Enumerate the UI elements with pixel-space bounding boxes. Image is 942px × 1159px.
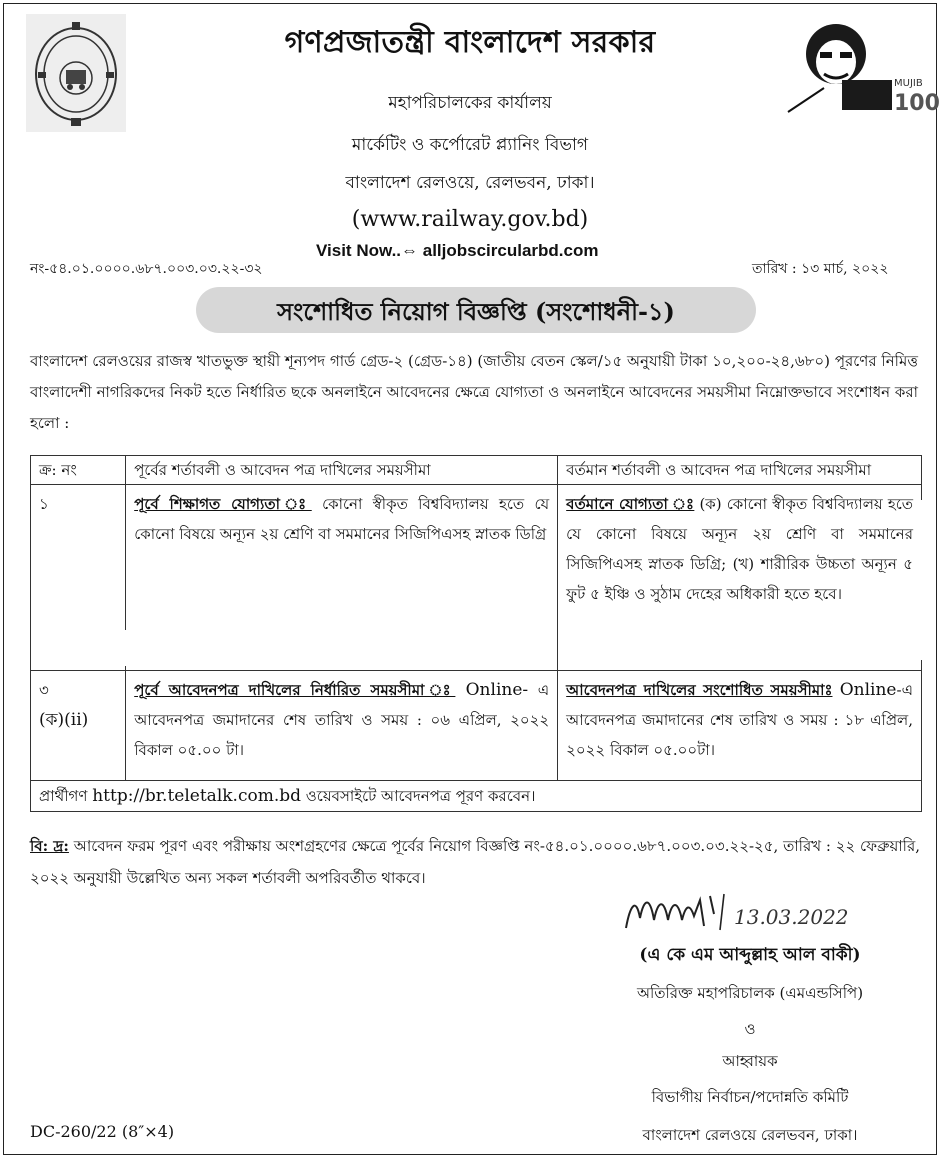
notice-intro: বাংলাদেশ রেলওয়ের রাজস্ব খাতভুক্ত স্থায়ী শূন্যপদ গার্ড গ্রেড-২ (গ্রেড-১৪) (জাতীয় বেতন স্কেল/১৫ অনুযায়ী টাকা ১০,২০০-২৪,৬৮০) পূরণের নিমিত্ত বাংলাদেশী নাগরিকদের নিকট হতে নির্ধারিত ছকে অনলাইনে আবেদনের ক্ষেত্রে যোগ্যতা ও অনলাইনে আবেদনের সময়সীমা নিম্নোক্তভাবে সংশোধন করা হলো : — [30, 352, 918, 432]
teletalk-url[interactable]: http://br.teletalk.com.bd — [92, 786, 301, 806]
serial-cell: ১ — [31, 485, 126, 671]
watermark-link[interactable]: Visit Now..⇔ alljobscircularbd.com — [316, 241, 599, 260]
apply-pre: প্রার্থীগণ — [39, 787, 93, 805]
previous-qualification-text: কোনো স্বীকৃত বিশ্ববিদ্যালয় হতে যে কোনো বিষয়ে অন্যূন ২য় শ্রেণি বা সমমানের সিজিপিএসহ স্নাতক ডিগ্রি — [134, 495, 550, 543]
government-title: গণপ্রজাতন্ত্রী বাংলাদেশ সরকার — [284, 25, 656, 60]
table-footer-row — [31, 781, 922, 812]
signature-image — [616, 886, 916, 938]
current-deadline-label: আবেদনপত্র দাখিলের সংশোধিত সময়সীমাঃ — [566, 681, 833, 699]
signatory-role: আহ্বায়ক — [722, 1052, 778, 1070]
table-row — [31, 485, 922, 671]
previous-deadline-cell — [126, 671, 558, 781]
torn-edge — [916, 500, 926, 660]
memo-date: তারিখ : ১৩ মার্চ, ২০২২ — [752, 261, 889, 277]
serial-subnumber: (ক)(ii) — [39, 710, 89, 730]
memo-number: নং-৫৪.০১.০০০০.৬৮৭.০০৩.০৩.২২-৩২ — [30, 261, 263, 277]
svg-text:13.03.2022: 13.03.2022 — [734, 905, 849, 929]
note-label: বি: দ্র: — [30, 837, 69, 855]
svg-text:MUJIB: MUJIB — [894, 78, 923, 89]
dc-code: DC-260/22 (8″×4) — [30, 1122, 175, 1141]
table-header: বর্তমান শর্তাবলী ও আবেদন পত্র দাখিলের সময়সীমা — [558, 456, 922, 485]
conjunction: ও — [744, 1020, 756, 1038]
office-address: বাংলাদেশ রেলওয়ে, রেলভবন, ঢাকা। — [345, 173, 595, 193]
torn-edge — [116, 630, 126, 666]
previous-deadline-label: পূর্বে আবেদনপত্র দাখিলের নির্ধারিত সময়সীমা ঃ — [134, 681, 456, 699]
department-name: মার্কেটিং ও কর্পোরেট প্ল্যানিং বিভাগ — [351, 135, 589, 155]
serial-cell — [31, 671, 126, 781]
table-row — [31, 671, 922, 781]
previous-qualification-label: পূর্বে শিক্ষাগত যোগ্যতা ঃ — [134, 495, 312, 513]
current-qualification-text: (ক) কোনো স্বীকৃত বিশ্ববিদ্যালয় হতে যে কোনো বিষয়ে অন্যূন ২য় শ্রেণি বা সমমানের সিজিপিএসহ স্নাতক ডিগ্রি; (খ) শারীরিক উচ্চতা অন্যূন ৫ ফুট ৫ ইঞ্চি ও সুঠাম দেহের অধিকারী হতে হবে। — [566, 495, 913, 603]
apply-post: ওয়েবসাইটে আবেদনপত্র পূরণ করবেন। — [301, 787, 536, 805]
previous-condition-cell — [126, 485, 558, 671]
committee-name: বিভাগীয় নির্বাচন/পদোন্নতি কমিটি — [651, 1088, 849, 1106]
previous-online: Online- — [455, 680, 529, 700]
signatory-office: বাংলাদেশ রেলওয়ে রেলভবন, ঢাকা। — [642, 1126, 858, 1144]
serial-number: ৩ — [39, 681, 49, 699]
current-deadline-text: -এ আবেদনপত্র জমাদানের শেষ তারিখ ও সময় : ১৮ এপ্রিল, ২০২২ বিকাল ০৫.০০টা। — [566, 681, 913, 759]
website: (www.railway.gov.bd) — [351, 207, 589, 232]
table-header: পূর্বের শর্তাবলী ও আবেদন পত্র দাখিলের সময়সীমা — [126, 456, 558, 485]
svg-text:100: 100 — [894, 91, 940, 116]
previous-deadline-text: এ আবেদনপত্র জমাদানের শেষ তারিখ ও সময় : ০৬ এপ্রিল, ২০২২ বিকাল ০৫.০০ টা। — [134, 681, 550, 759]
bangladesh-railway-logo — [26, 14, 126, 132]
office-name: মহাপরিচালকের কার্যালয় — [388, 93, 552, 113]
current-condition-cell — [558, 485, 922, 671]
table-header: ক্র: নং — [31, 456, 126, 485]
current-qualification-label: বর্তমানে যোগ্যতা ঃ — [566, 495, 695, 513]
note-text: আবেদন ফরম পূরণ এবং পরীক্ষায় অংশগ্রহণের ক্ষেত্রে পূর্বের নিয়োগ বিজ্ঞপ্তি নং-৫৪.০১.০০০০.৬৮৭.০০৩.০৩.২২-২৫, তারিখ : ২২ ফেব্রুয়ারি, ২০২২ অনুযায়ী উল্লেখিত অন্য সকল শর্তাবলী অপরিবর্তীত থাকবে। — [30, 837, 920, 887]
note — [30, 830, 920, 894]
current-online: Online — [839, 680, 897, 700]
current-deadline-cell — [558, 671, 922, 781]
apply-instruction — [31, 781, 922, 812]
notice-title: সংশোধিত নিয়োগ বিজ্ঞপ্তি (সংশোধনী-১) — [277, 297, 675, 326]
mujib-100-logo — [784, 14, 940, 116]
amendment-table — [30, 455, 922, 812]
table-header-row — [31, 456, 922, 485]
signatory-designation: অতিরিক্ত মহাপরিচালক (এমএন্ডসিপি) — [636, 984, 864, 1002]
signatory-name: (এ কে এম আব্দুল্লাহ আল বাকী) — [639, 945, 861, 965]
